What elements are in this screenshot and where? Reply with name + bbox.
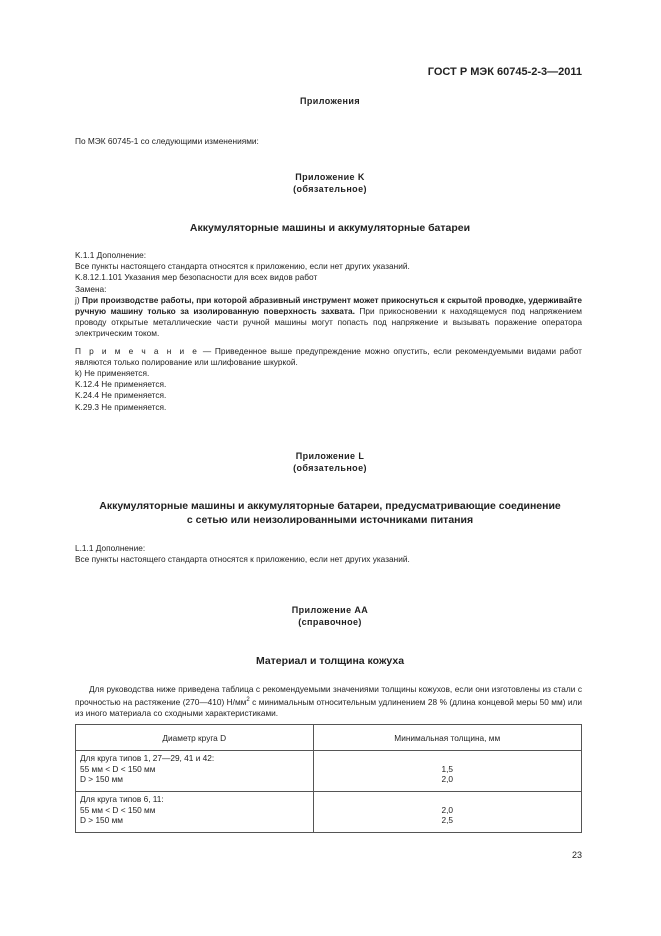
replacement-label: Замена: (75, 283, 107, 294)
annex-l-heading-line1: Аккумуляторные машины и аккумуляторные батареи, предусматривающие соединение (99, 500, 561, 512)
thickness-table (75, 724, 582, 833)
annex-l-heading-line2: с сетью или неизолированными источниками питания (186, 514, 474, 526)
item-k: k) Не применяется. (75, 368, 150, 379)
item-j (75, 295, 582, 340)
row1-thickness1: 1,5 (441, 763, 454, 774)
annex-l-status: (обязательное) (293, 463, 367, 473)
paragraph-part-a: Для руководства ниже приведена таблица с рекомендуемыми значениями толщины кожухов, если они изготовлены из стали с прочностью на растяжение (270—410) Н/мм (75, 684, 582, 707)
row1-thickness2: 2,0 (441, 774, 454, 785)
table-row (76, 792, 582, 833)
clause-k-8-12-1-101: K.8.12.1.101 Указания мер безопасности для всех видов работ (75, 272, 318, 283)
annex-k-status: (обязательное) (293, 184, 367, 194)
section-title: Приложения (300, 96, 360, 106)
item-j-rest: При прикосновении к находящемуся под напряжением проводу открытые металлические части ручной машины могут попасть под напряжение и вызывать поражение оператора электрическим током. (75, 306, 582, 339)
annex-aa-paragraph (75, 684, 582, 719)
row2-range2: D > 150 мм (80, 815, 124, 826)
page-number: 23 (571, 850, 582, 860)
item-j-prefix: j) (75, 294, 83, 305)
table-row (76, 751, 582, 792)
paragraph-part-b: с минимальным относительным удлинением 28 % (длина концевой меры 50 мм) или из иного материала со сходными характеристиками. (75, 696, 582, 719)
standard-designation: ГОСТ Р МЭК 60745-2-3—2011 (427, 66, 582, 78)
annex-l-body (75, 543, 582, 565)
intro-text: По МЭК 60745-1 со следующими изменениями: (75, 136, 259, 146)
row2-diameter-cell (76, 792, 314, 833)
row2-thickness2: 2,5 (441, 815, 454, 826)
annex-k-title: Приложение K (295, 172, 365, 182)
clause-k-24-4: K.24.4 Не применяется. (75, 390, 167, 401)
column-header-diameter: Диаметр круга D (76, 725, 314, 751)
row2-thickness1: 2,0 (441, 804, 454, 815)
annex-aa-title: Приложение АА (291, 605, 369, 615)
clause-k-1-1-text: Все пункты настоящего стандарта относятся к приложению, если нет других указаний. (75, 261, 410, 272)
item-j-warning: При производстве работы, при которой абразивный инструмент может прикоснуться к скрытой проводке, удерживайте ручную машину только за изолированную поверхность захвата. (75, 294, 582, 317)
row2-range1: 55 мм < D < 150 мм (80, 804, 156, 815)
row1-thickness-cell (313, 751, 582, 792)
annex-k-heading: Аккумуляторные машины и аккумуляторные батареи (189, 222, 471, 234)
clause-k-12-4: K.12.4 Не применяется. (75, 379, 167, 390)
row1-range2: D > 150 мм (80, 774, 124, 785)
note (75, 346, 582, 368)
row1-range1: 55 мм < D < 150 мм (80, 763, 156, 774)
superscript: 2 (246, 697, 250, 704)
column-header-thickness: Минимальная толщина, мм (313, 725, 582, 751)
note-label: П р и м е ч а н и е (75, 345, 200, 356)
annex-k-body (75, 250, 582, 413)
note-text: — Приведенное выше предупреждение можно опустить, если рекомендуемыми видами работ являются только полирование или шлифование шкуркой. (75, 345, 582, 367)
row2-label: Для круга типов 6, 11: (80, 794, 164, 804)
clause-l-1-1: L.1.1 Дополнение: (75, 543, 146, 553)
clause-l-1-1-text: Все пункты настоящего стандарта относятся к приложению, если нет других указаний. (75, 554, 410, 565)
table-header-row (76, 725, 582, 751)
annex-aa-status: (справочное) (298, 617, 362, 627)
clause-k-1-1: K.1.1 Дополнение: (75, 250, 147, 260)
annex-aa-heading: Материал и толщина кожуха (255, 655, 405, 667)
row1-diameter-cell (76, 751, 314, 792)
row1-label: Для круга типов 1, 27—29, 41 и 42: (80, 753, 215, 763)
row2-thickness-cell (313, 792, 582, 833)
annex-l-title: Приложение L (295, 451, 365, 461)
clause-k-29-3: K.29.3 Не применяется. (75, 401, 167, 412)
